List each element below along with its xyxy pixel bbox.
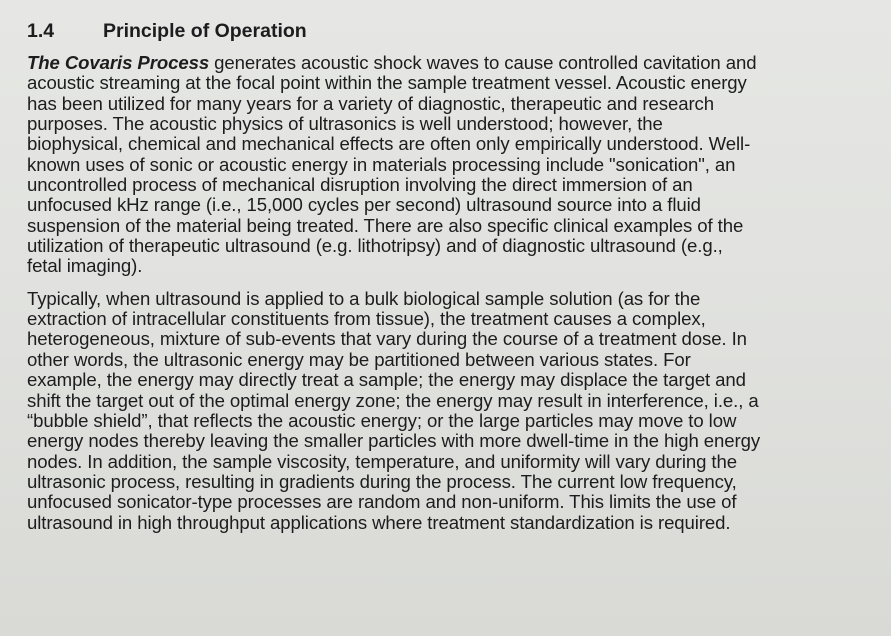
paragraph-line: Typically, when ultrasound is applied to a bulk biological sample solution (as for the xyxy=(27,287,701,309)
paragraph-line: acoustic streaming at the focal point within the sample treatment vessel. Acoustic energy xyxy=(27,72,747,94)
paragraph-ultrasound-treatment xyxy=(27,289,861,533)
paragraph-line: example, the energy may directly treat a sample; the energy may displace the target and xyxy=(27,369,746,391)
paragraph-line: suspension of the material being treated. There are also specific clinical examples of the xyxy=(27,214,744,236)
paragraph-line: utilization of therapeutic ultrasound (e.g. lithotripsy) and of diagnostic ultrasound (e.g., xyxy=(27,235,723,257)
paragraph-line: energy nodes thereby leaving the smaller particles with more dwell-time in the high energy xyxy=(27,430,761,452)
section-heading xyxy=(27,18,861,44)
paragraph-line: has been utilized for many years for a variety of diagnostic, therapeutic and research xyxy=(27,92,714,114)
paragraph-line: ultrasound in high throughput applications where treatment standardization is required. xyxy=(27,511,731,533)
paragraph-line: known uses of sonic or acoustic energy in materials processing include "sonication", an xyxy=(27,153,736,175)
paragraph-line: ultrasonic process, resulting in gradients during the process. The current low frequency, xyxy=(27,470,737,492)
paragraph-line: extraction of intracellular constituents from tissue), the treatment causes a complex, xyxy=(27,308,706,330)
paragraph-line: other words, the ultrasonic energy may be partitioned between various states. For xyxy=(27,348,691,370)
paragraph-line: “bubble shield”, that reflects the acoustic energy; or the large particles may move to low xyxy=(27,409,737,431)
paragraph-covaris-process xyxy=(27,53,861,277)
paragraph-line: purposes. The acoustic physics of ultrasonics is well understood; however, the xyxy=(27,113,663,135)
lead-term: The Covaris Process xyxy=(27,52,210,73)
paragraph-line: unfocused sonicator-type processes are random and non-uniform. This limits the use of xyxy=(27,491,737,513)
paragraph-line: fetal imaging). xyxy=(27,255,143,277)
paragraph-line: nodes. In addition, the sample viscosity, temperature, and uniformity will vary during the xyxy=(27,450,737,472)
paragraph-line: uncontrolled process of mechanical disruption involving the direct immersion of an xyxy=(27,174,693,196)
section-title: Principle of Operation xyxy=(103,20,307,42)
section-number: 1.4 xyxy=(27,20,55,42)
paragraph-line: heterogeneous, mixture of sub-events that vary during the course of a treatment dose. In xyxy=(27,328,747,350)
paragraph-line: The Covaris Process generates acoustic shock waves to cause controlled cavitation and xyxy=(27,52,757,73)
paragraph-line: unfocused kHz range (i.e., 15,000 cycles per second) ultrasound source into a fluid xyxy=(27,194,701,216)
paragraph-line: biophysical, chemical and mechanical effects are often only empirically understood. Well- xyxy=(27,133,751,155)
paragraph-line: shift the target out of the optimal energy zone; the energy may result in interference, i.e., a xyxy=(27,389,759,411)
